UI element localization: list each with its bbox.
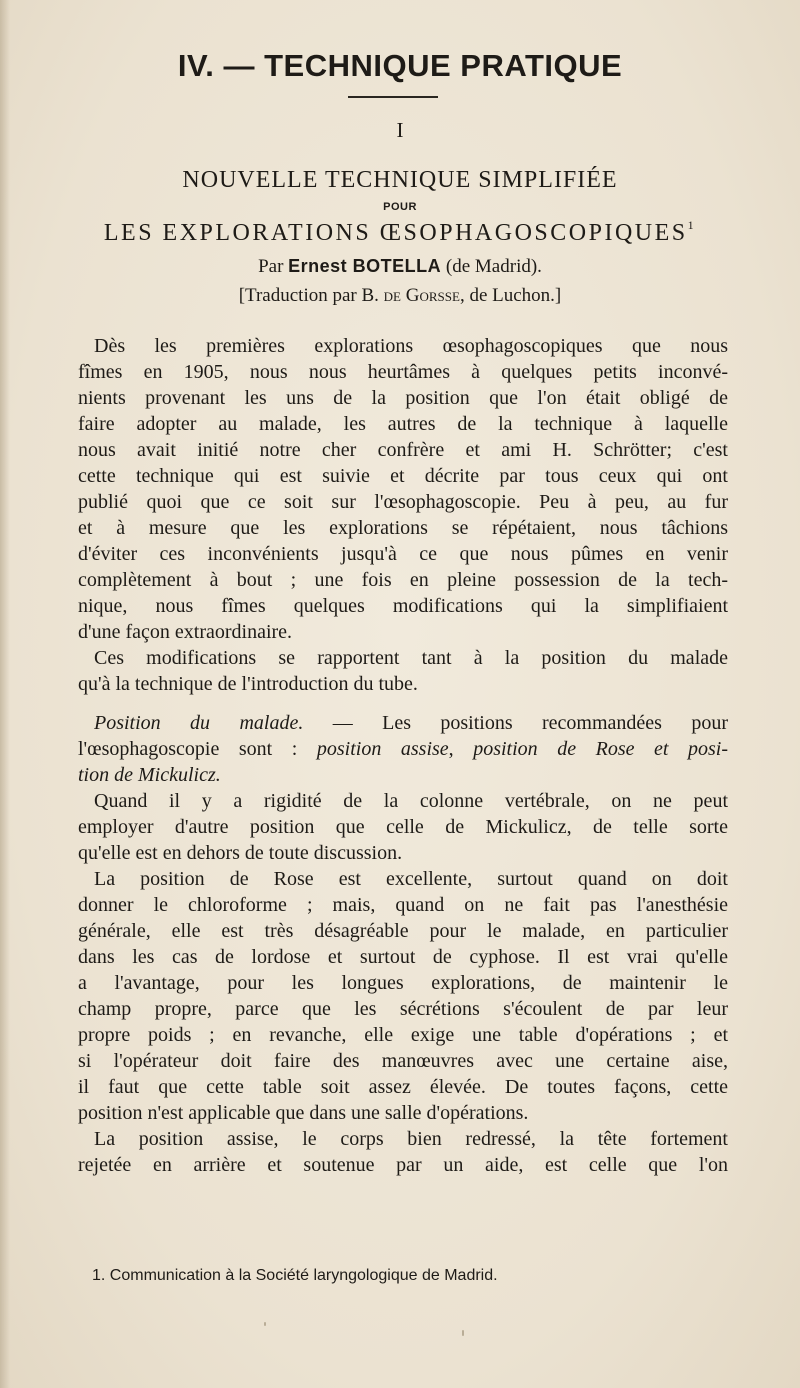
author-name: Ernest BOTELLA	[288, 256, 442, 276]
body-line: qu'à la technique de l'introduction du tube.	[78, 673, 418, 695]
body-line: employer d'autre position que celle de Mickulicz, de telle sorte	[78, 816, 728, 838]
byline-prefix: Par	[258, 256, 284, 277]
paper-speck	[462, 1330, 464, 1336]
body-line: La position de Rose est excellente, surtout quand on doit	[94, 868, 728, 890]
body-line: publié quoi que ce soit sur l'œsophagoscopie. Peu à peu, au fur	[78, 491, 728, 513]
body-line: position n'est applicable que dans une salle d'opérations.	[78, 1102, 529, 1124]
title-divider	[348, 96, 438, 98]
translator-particle: de	[383, 285, 402, 306]
body-line: propre poids ; en revanche, elle exige une table d'opérations ; et	[78, 1024, 728, 1046]
translation-credit	[0, 285, 800, 307]
body-line: rejetée en arrière et soutenue par un aide, est celle que l'on	[78, 1154, 728, 1176]
body-line: et à mesure que les explorations se répétaient, nous tâchions	[78, 517, 728, 539]
emphasis-text: position de Rose et posi-	[473, 738, 728, 760]
body-line: cette technique qui est suivie et décrite par tous ceux qui ont	[78, 465, 728, 487]
body-line: Dès les premières explorations œsophagoscopiques que nous	[94, 335, 728, 357]
footnote-marker: 1	[687, 218, 697, 232]
body-line	[78, 736, 728, 762]
body-line: qu'elle est en dehors de toute discussion.	[78, 842, 403, 864]
emphasis-text: tion de Mickulicz.	[78, 764, 221, 786]
translator-name: Gorsse	[405, 285, 460, 306]
chapter-number: I	[396, 118, 404, 142]
body-line: Ces modifications se rapportent tant à la position du malade	[94, 647, 728, 669]
body-text: l'œsophagoscopie sont :	[78, 738, 298, 760]
article-title-line-2-text: LES EXPLORATIONS ŒSOPHAGOSCOPIQUES	[103, 220, 688, 246]
body-line	[78, 762, 728, 788]
body-line: complètement à bout ; une fois en pleine possession de la tech-	[78, 569, 728, 591]
body-line: donner le chloroforme ; mais, quand on ne fait pas l'anesthésie	[78, 894, 728, 916]
author-origin: (de Madrid).	[445, 256, 542, 277]
body-line	[94, 710, 728, 736]
body-line: il faut que cette table soit assez élevée. De toutes façons, cette	[78, 1076, 728, 1098]
body-line: dans les cas de lordose et surtout de cyphose. Il est vrai qu'elle	[78, 946, 728, 968]
body-line: générale, elle est très désagréable pour le malade, en particulier	[78, 920, 728, 942]
footnote: 1. Communication à la Société laryngologique de Madrid.	[92, 1267, 498, 1284]
body-line: d'une façon extraordinaire.	[78, 621, 293, 643]
body-line: fîmes en 1905, nous nous heurtâmes à quelques petits inconvé-	[78, 361, 728, 383]
body-text: — Les positions recommandées pour	[332, 712, 728, 734]
author-byline	[0, 256, 800, 278]
article-title-line-2	[0, 220, 800, 247]
body-line: faire adopter au malade, les autres de la technique à laquelle	[78, 413, 728, 435]
body-line: a l'avantage, pour les longues explorations, de maintenir le	[78, 972, 728, 994]
translation-prefix: [Traduction par B.	[238, 285, 379, 306]
article-title-line-1: NOUVELLE TECHNIQUE SIMPLIFIÉE	[182, 167, 618, 193]
section-title: IV. — TECHNIQUE PRATIQUE	[177, 48, 623, 83]
body-text: ,	[448, 738, 454, 760]
body-line: nique, nous fîmes quelques modifications qui la simplifiaient	[78, 595, 728, 617]
body-line: Quand il y a rigidité de la colonne vertébrale, on ne peut	[94, 790, 728, 812]
body-line: nients provenant les uns de la position que l'on était obligé de	[78, 387, 728, 409]
article-title-connector: POUR	[383, 201, 417, 213]
body-line: si l'opérateur doit faire des manœuvres avec une certaine aise,	[78, 1050, 728, 1072]
body-line: nous avait initié notre cher confrère et ami H. Schrötter; c'est	[78, 439, 728, 461]
body-line: d'éviter ces inconvénients jusqu'à ce que nous pûmes en venir	[78, 543, 728, 565]
subsection-heading: Position du malade.	[94, 712, 304, 734]
body-line: La position assise, le corps bien redressé, la tête fortement	[94, 1128, 728, 1150]
paper-speck	[264, 1322, 266, 1326]
body-line: champ propre, parce que les sécrétions s'écoulent de par leur	[78, 998, 728, 1020]
emphasis-text: position assise	[316, 738, 449, 760]
translation-suffix: , de Luchon.]	[459, 285, 562, 306]
